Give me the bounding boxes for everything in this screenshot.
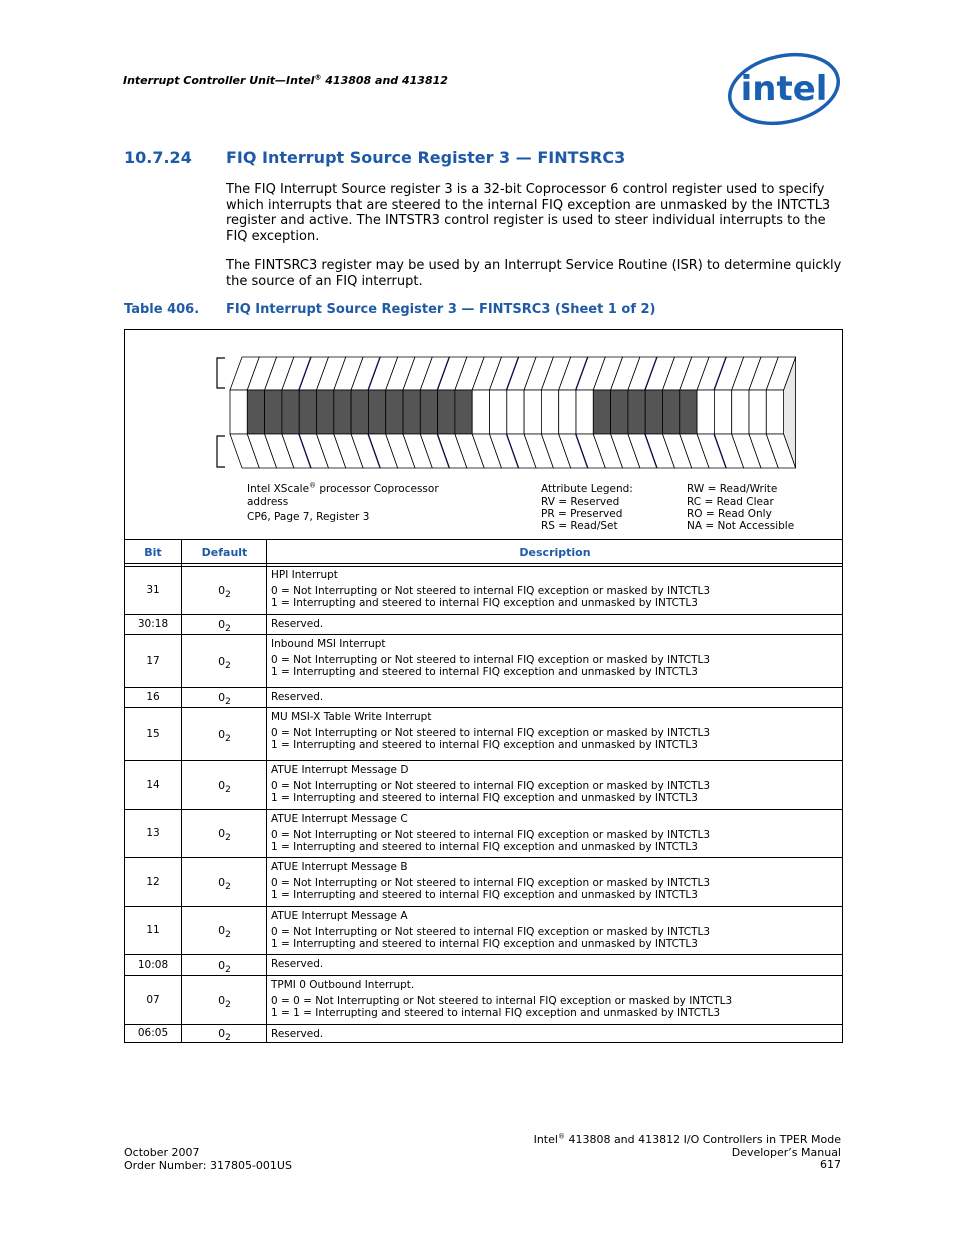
section-title: FIQ Interrupt Source Register 3 — FINTSRC3 — [226, 148, 626, 167]
divider-line — [125, 563, 842, 564]
legend-ro: RO = Read Only — [687, 508, 772, 520]
table-row — [125, 761, 842, 810]
running-header — [123, 74, 448, 87]
bit-box — [490, 390, 507, 434]
table-row — [125, 907, 842, 955]
row-default-radix: 2 — [225, 964, 231, 975]
row-default-radix: 2 — [225, 624, 231, 635]
row-bit: 11 — [146, 924, 160, 936]
row-description-title: Reserved. — [271, 691, 324, 703]
row-bit: 16 — [146, 691, 160, 703]
bit-box — [420, 390, 437, 434]
bit-box — [732, 390, 749, 434]
row-description — [271, 1028, 323, 1041]
row-default-value: 0 — [218, 778, 226, 792]
row-description — [271, 910, 710, 951]
intel-logo-icon — [726, 50, 842, 128]
row-description-line: 1 = Interrupting and steered to internal FIQ exception and unmasked by INTCTL3 — [271, 841, 698, 853]
header-bit: Bit — [144, 546, 162, 559]
row-bit: 13 — [146, 827, 160, 839]
row-bit: 17 — [146, 654, 160, 667]
bit-box — [680, 390, 697, 434]
row-default-value: 0 — [218, 583, 226, 597]
row-description-line: 0 = 0 = Not Interrupting or Not steered to internal FIQ exception or masked by INTCTL3 — [271, 994, 733, 1007]
row-description-title: ATUE Interrupt Message C — [271, 813, 408, 825]
row-default-value: 0 — [218, 924, 226, 937]
bit-box — [576, 390, 593, 434]
bit-box — [663, 390, 680, 434]
table-row — [125, 708, 842, 761]
legend-rw: RW = Read/Write — [687, 483, 778, 495]
row-default — [182, 583, 267, 600]
bit-box — [368, 390, 385, 434]
row-default-radix: 2 — [225, 999, 231, 1010]
bit-box — [766, 390, 783, 434]
row-default-radix: 2 — [225, 733, 231, 744]
divider-line — [125, 539, 842, 540]
footer-manual: Developer’s Manual — [731, 1145, 841, 1159]
row-default-radix: 2 — [225, 930, 231, 941]
row-description-title: MU MSI-X Table Write Interrupt — [271, 711, 432, 723]
bit-box — [507, 390, 524, 434]
row-description — [271, 979, 732, 1020]
row-description — [271, 764, 710, 805]
row-default — [182, 958, 267, 975]
paragraph-2: The FINTSRC3 register may be used by an Interrupt Service Routine (ISR) to determine quickly the source of an FIQ interrupt. — [226, 258, 842, 289]
address-text-b: processor Coprocessor — [316, 483, 439, 495]
address-registered-mark: ® — [309, 481, 317, 490]
row-bit: 06:05 — [137, 1027, 169, 1039]
row-description — [271, 861, 710, 902]
footer-page-number: 617 — [820, 1158, 841, 1171]
row-default — [182, 618, 267, 635]
legend-title: Attribute Legend: — [541, 483, 633, 495]
row-default-value: 0 — [218, 654, 226, 668]
bit-box — [524, 390, 541, 434]
row-description-line: 0 = Not Interrupting or Not steered to internal FIQ exception or masked by INTCTL3 — [271, 584, 711, 597]
table-number: Table 406. — [124, 302, 200, 317]
bit-box — [472, 390, 489, 434]
coprocessor-address-line-3: CP6, Page 7, Register 3 — [247, 511, 370, 523]
bit-box — [628, 390, 645, 434]
row-default — [182, 993, 267, 1010]
bit-box — [611, 390, 628, 434]
table-row — [125, 688, 842, 708]
coprocessor-address-line-2: address — [247, 496, 289, 508]
bit-box — [317, 390, 334, 434]
footer-product-text-b: 413808 and 413812 I/O Controllers in TPER Mode — [564, 1133, 841, 1146]
row-description — [271, 569, 710, 610]
table-row — [125, 955, 842, 976]
row-description-title: TPMI 0 Outbound Interrupt. — [271, 979, 415, 991]
section-number: 10.7.24 — [124, 148, 192, 167]
footer-left — [124, 1147, 292, 1172]
table-row — [125, 615, 842, 635]
footer-product-text: Intel — [533, 1133, 558, 1146]
row-description-title: Reserved. — [271, 958, 324, 970]
row-bit: 30:18 — [137, 618, 169, 630]
register-table — [124, 329, 843, 1043]
footer-product — [534, 1134, 841, 1147]
row-description-title: HPI Interrupt — [271, 569, 338, 581]
row-description-line: 0 = Not Interrupting or Not steered to internal FIQ exception or masked by INTCTL3 — [271, 779, 711, 792]
header-description: Description — [519, 546, 591, 559]
row-description — [271, 711, 710, 752]
table-row — [125, 1025, 842, 1043]
table-title: FIQ Interrupt Source Register 3 — FINTSRC3 (Sheet 1 of 2) — [226, 302, 656, 317]
row-description-line: 1 = 1 = Interrupting and steered to internal FIQ exception and unmasked by INTCTL3 — [271, 1007, 721, 1019]
coprocessor-address-line-1 — [247, 483, 439, 495]
table-caption — [124, 302, 656, 317]
row-description-line: 1 = Interrupting and steered to internal FIQ exception and unmasked by INTCTL3 — [271, 938, 698, 950]
legend-rv: RV = Reserved — [541, 496, 620, 508]
row-description-line: 1 = Interrupting and steered to internal FIQ exception and unmasked by INTCTL3 — [271, 792, 698, 804]
row-bit: 31 — [146, 583, 160, 596]
row-default — [182, 1027, 267, 1044]
row-description-line: 0 = Not Interrupting or Not steered to internal FIQ exception or masked by INTCTL3 — [271, 653, 711, 666]
bit-box — [299, 390, 316, 434]
row-description-line: 0 = Not Interrupting or Not steered to internal FIQ exception or masked by INTCTL3 — [271, 726, 711, 739]
row-default-radix: 2 — [225, 881, 231, 892]
bit-box — [749, 390, 766, 434]
paragraph-1: The FIQ Interrupt Source register 3 is a 32-bit Coprocessor 6 control register used to specify which interrupts that are steered to the internal FIQ exception are unmasked by the INTCTL3 register and active. The INTSTR3 control register is used to steer individual interrupts to the FIQ exception. — [226, 182, 831, 244]
row-default-radix: 2 — [225, 833, 231, 844]
row-description — [271, 618, 323, 631]
header-default: Default — [201, 546, 248, 559]
row-description-line: 1 = Interrupting and steered to internal FIQ exception and unmasked by INTCTL3 — [271, 597, 698, 609]
row-bit: 12 — [146, 875, 160, 888]
row-description — [271, 638, 710, 679]
legend-na: NA = Not Accessible — [687, 520, 795, 532]
bit-box — [645, 390, 662, 434]
row-default — [182, 778, 267, 795]
row-default-radix: 2 — [225, 1033, 231, 1044]
bit-box — [714, 390, 731, 434]
row-default — [182, 924, 267, 941]
row-default-value: 0 — [218, 875, 226, 889]
row-bit: 15 — [146, 727, 160, 740]
bit-box — [230, 390, 247, 434]
legend-rs: RS = Read/Set — [541, 520, 618, 532]
row-default-radix: 2 — [225, 660, 231, 671]
row-description-title: Inbound MSI Interrupt — [271, 638, 386, 650]
row-description — [271, 958, 323, 971]
row-description-line: 0 = Not Interrupting or Not steered to internal FIQ exception or masked by INTCTL3 — [271, 828, 711, 841]
header-registered-mark: ® — [314, 73, 322, 82]
bit-box — [541, 390, 558, 434]
row-description-title: ATUE Interrupt Message B — [271, 861, 408, 873]
footer-registered-mark: ® — [557, 1132, 565, 1141]
table-row — [125, 810, 842, 858]
logo-text: intel — [740, 69, 828, 109]
footer-order-number: Order Number: 317805-001US — [124, 1158, 292, 1172]
row-default — [182, 727, 267, 744]
row-default-value: 0 — [218, 727, 226, 741]
address-text: Intel XScale — [247, 483, 310, 495]
bit-box — [282, 390, 299, 434]
row-default-value: 0 — [218, 827, 226, 840]
bit-box — [697, 390, 714, 434]
table-row — [125, 858, 842, 907]
row-description-title: Reserved. — [271, 618, 324, 630]
row-default-value: 0 — [218, 958, 226, 972]
row-bit: 14 — [146, 778, 160, 791]
bit-box — [559, 390, 576, 434]
bottom-bracket — [217, 436, 225, 467]
footer-right — [534, 1134, 841, 1172]
row-default-radix: 2 — [225, 589, 231, 600]
row-default-radix: 2 — [225, 784, 231, 795]
bit-box — [438, 390, 455, 434]
row-description-title: ATUE Interrupt Message A — [271, 910, 408, 922]
top-bracket — [217, 358, 225, 388]
row-description-line: 1 = Interrupting and steered to internal FIQ exception and unmasked by INTCTL3 — [271, 666, 698, 678]
legend-pr: PR = Preserved — [541, 508, 623, 520]
row-default — [182, 875, 267, 892]
table-row — [125, 566, 842, 615]
row-default-radix: 2 — [225, 697, 231, 708]
row-default — [182, 827, 267, 844]
bit-box — [247, 390, 264, 434]
row-default — [182, 691, 267, 708]
section-heading — [124, 148, 626, 167]
row-description-title: Reserved. — [271, 1028, 324, 1040]
footer-date: October 2007 — [124, 1146, 200, 1159]
bit-box — [265, 390, 282, 434]
row-default-value: 0 — [218, 691, 226, 704]
header-text-2: 413808 and 413812 — [321, 74, 448, 87]
row-default-value: 0 — [218, 618, 226, 631]
table-row — [125, 976, 842, 1025]
row-description-line: 1 = Interrupting and steered to internal FIQ exception and unmasked by INTCTL3 — [271, 739, 698, 751]
row-default-value: 0 — [218, 1027, 226, 1040]
row-default-value: 0 — [218, 993, 226, 1007]
row-description — [271, 813, 710, 854]
bit-box — [593, 390, 610, 434]
row-bit: 07 — [146, 993, 160, 1006]
legend-rc: RC = Read Clear — [687, 496, 774, 508]
bit-box — [351, 390, 368, 434]
row-description-line: 0 = Not Interrupting or Not steered to internal FIQ exception or masked by INTCTL3 — [271, 876, 711, 889]
row-description-title: ATUE Interrupt Message D — [271, 764, 409, 776]
row-description — [271, 691, 323, 704]
bit-box — [334, 390, 351, 434]
row-description-line: 1 = Interrupting and steered to internal FIQ exception and unmasked by INTCTL3 — [271, 889, 698, 901]
bit-box — [403, 390, 420, 434]
row-description-line: 0 = Not Interrupting or Not steered to internal FIQ exception or masked by INTCTL3 — [271, 925, 711, 938]
row-bit: 10:08 — [137, 958, 169, 971]
table-row — [125, 635, 842, 688]
bit-box — [386, 390, 403, 434]
header-text: Interrupt Controller Unit—Intel — [123, 74, 315, 87]
row-default — [182, 654, 267, 671]
bit-box — [455, 390, 472, 434]
